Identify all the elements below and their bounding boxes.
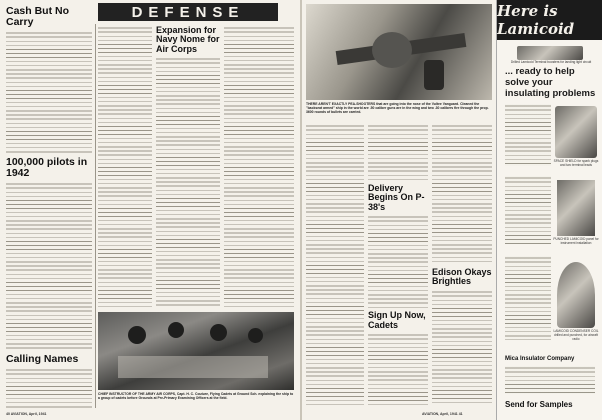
- headline-signup: Sign Up Now, Cadets: [368, 310, 426, 330]
- ad-body-text: [505, 104, 551, 166]
- ad-body-text: [505, 176, 551, 244]
- column-rule: [95, 24, 96, 408]
- left-page: [0, 0, 300, 420]
- image-caption: Drilled Lamicoid Terminal boosters for landing light circuit: [510, 60, 592, 64]
- body-text: [6, 368, 92, 408]
- image-caption: PUNCHED LAMICOID panel for instrument installation: [553, 237, 599, 245]
- company-address: [505, 366, 595, 394]
- body-text: [505, 366, 595, 394]
- headline-delivery: Delivery Begins On P-38's: [368, 183, 425, 212]
- headline-pilots: 100,000 pilots in 1942: [6, 156, 88, 180]
- body-text: [432, 290, 492, 406]
- page-folio: AVIATION, April, 1941 41: [422, 412, 463, 416]
- vanguard-photo: [306, 4, 492, 100]
- body-text: [224, 26, 294, 308]
- photo-figure: [128, 326, 146, 344]
- page-folio: 40 AVIATION, April, 1941: [6, 412, 47, 416]
- body-text: [156, 57, 220, 307]
- body-text: [505, 176, 551, 244]
- photo-table: [118, 356, 268, 378]
- image-caption: LAMICOID CONDENSER COIL drilled and punched, for aircraft radio: [553, 329, 599, 341]
- terminal-booster-image: [517, 46, 583, 60]
- column-2: [98, 26, 152, 308]
- body-text: [98, 26, 152, 308]
- body-text: [368, 124, 428, 182]
- body-text: [306, 124, 364, 408]
- photo-figure: [210, 324, 227, 341]
- punched-panel-image: [557, 180, 595, 236]
- column-2: [368, 124, 428, 408]
- image-caption: SPACE SHIELD for spark plugs and two terminal leads: [553, 159, 599, 167]
- column-3: [432, 124, 492, 408]
- body-text: [368, 333, 428, 408]
- photo-figure: [424, 60, 444, 90]
- section-title: DEFENSE: [98, 3, 278, 21]
- briefing-photo: [98, 312, 294, 390]
- space-shield-image: [555, 106, 597, 158]
- body-text: [432, 124, 492, 264]
- ad-tagline: ... ready to help solve your insulating problems: [505, 66, 596, 99]
- headline-edison: Edison Okays Brightles: [432, 267, 492, 287]
- body-text: [505, 104, 551, 166]
- photo-caption: CHIEF INSTRUCTOR OF THE ARMY AIR CORPS, Capt. H. C. Couture, Flying Cadets at Ground Sch. explaining the ship to a group of cadets before Grounds at Pre-Primary Examining Officers at the field.: [98, 392, 294, 401]
- column-1: [6, 6, 92, 408]
- column-4: [224, 26, 294, 308]
- photo-figure: [248, 328, 263, 343]
- body-text: [6, 31, 92, 153]
- send-samples-heading: Send for Samples: [505, 400, 573, 409]
- body-text: [368, 215, 428, 309]
- ad-body-text: [505, 256, 551, 340]
- condenser-coil-image: [557, 262, 595, 328]
- headline-calling: Calling Names: [6, 353, 79, 366]
- column-1: [306, 124, 364, 408]
- body-text: [505, 256, 551, 340]
- headline-expansion: Expansion for Navy Nome for Air Corps: [156, 26, 220, 54]
- lamicoid-advertisement: [496, 0, 602, 420]
- company-name: Mica Insulator Company: [505, 356, 575, 362]
- photo-caption: THERE AREN'T EXACTLY PEA-SHOOTERS that are going into the nose of the Vultee Vanguard. Cleaned the "backseat armed" ship in the world are .50 caliber guns are in the wing and two .30 calibers fire through the prop. 3600 rounds of bullets are carried.: [306, 102, 489, 115]
- photo-engine-cowling: [372, 32, 412, 68]
- ad-banner: Here is Lamicoid: [497, 0, 602, 40]
- headline-cash: Cash But No Carry: [6, 6, 69, 29]
- column-3: [156, 26, 220, 308]
- photo-figure: [168, 322, 184, 338]
- body-text: [6, 182, 92, 350]
